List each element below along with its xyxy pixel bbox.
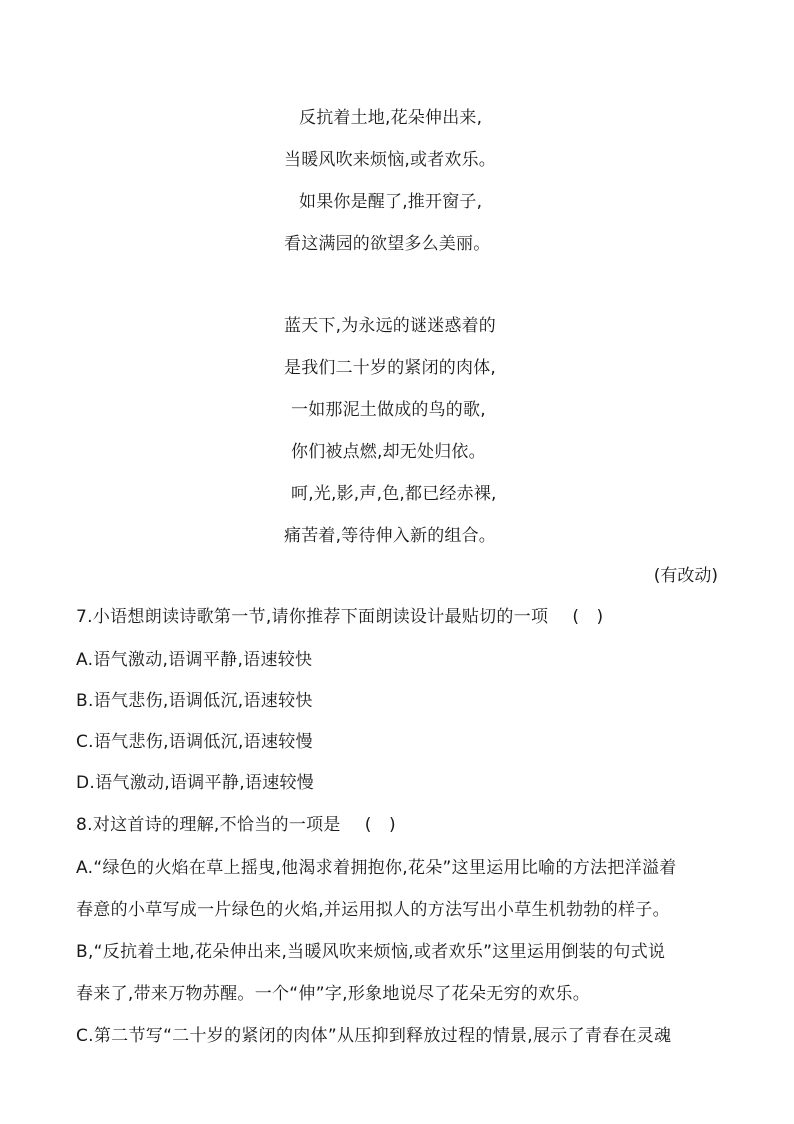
poem-line: 当暖风吹来烦恼,或者欢乐。 xyxy=(284,150,497,170)
adaptation-note: (有改动) xyxy=(653,566,718,586)
poem-line: 痛苦着,等待伸入新的组合。 xyxy=(284,526,497,546)
question-8-stem xyxy=(76,815,396,835)
poem-line: 如果你是醒了,推开窗子, xyxy=(299,192,483,212)
option-a-line1: A.“绿色的火焰在草上摇曳,他渴求着拥抱你,花朵”这里运用比喻的方法把洋溢着 xyxy=(76,858,677,878)
option-a: A.语气激动,语调平静,语速较快 xyxy=(76,650,313,670)
option-b-line2: 春来了,带来万物苏醒。一个“伸”字,形象地说尽了花朵无穷的欢乐。 xyxy=(76,984,591,1004)
question-8-text: 8.对这首诗的理解,不恰当的一项是 xyxy=(76,815,341,835)
poem-line: 看这满园的欲望多么美丽。 xyxy=(284,234,491,254)
poem-line: 呵,光,影,声,色,都已经赤裸, xyxy=(291,484,497,504)
option-a-line2: 春意的小草写成一片绿色的火焰,并运用拟人的方法写出小草生机勃勃的样子。 xyxy=(76,900,670,920)
question-7-stem xyxy=(76,607,604,627)
option-c: C.语气悲伤,语调低沉,语速较慢 xyxy=(76,732,313,752)
option-b: B.语气悲伤,语调低沉,语速较快 xyxy=(76,691,313,711)
option-c-line1: C.第二节写“二十岁的紧闭的肉体”从压抑到释放过程的情景,展示了青春在灵魂 xyxy=(76,1026,672,1046)
poem-line: 是我们二十岁的紧闭的肉体, xyxy=(284,358,497,378)
poem-line: 蓝天下,为永远的谜迷惑着的 xyxy=(284,316,497,336)
poem-line: 你们被点燃,却无处归依。 xyxy=(291,442,486,462)
question-7-text: 7.小语想朗读诗歌第一节,请你推荐下面朗读设计最贴切的一项 xyxy=(76,607,549,627)
option-d: D.语气激动,语调平静,语速较慢 xyxy=(76,773,315,793)
answer-blank: ( ) xyxy=(572,607,604,627)
answer-blank: ( ) xyxy=(364,815,396,835)
poem-line: 一如那泥土做成的鸟的歌, xyxy=(291,400,486,420)
poem-line: 反抗着土地,花朵伸出来, xyxy=(299,108,483,128)
option-b-line1: B,“反抗着土地,花朵伸出来,当暖风吹来烦恼,或者欢乐”这里运用倒装的句式说 xyxy=(76,942,666,962)
